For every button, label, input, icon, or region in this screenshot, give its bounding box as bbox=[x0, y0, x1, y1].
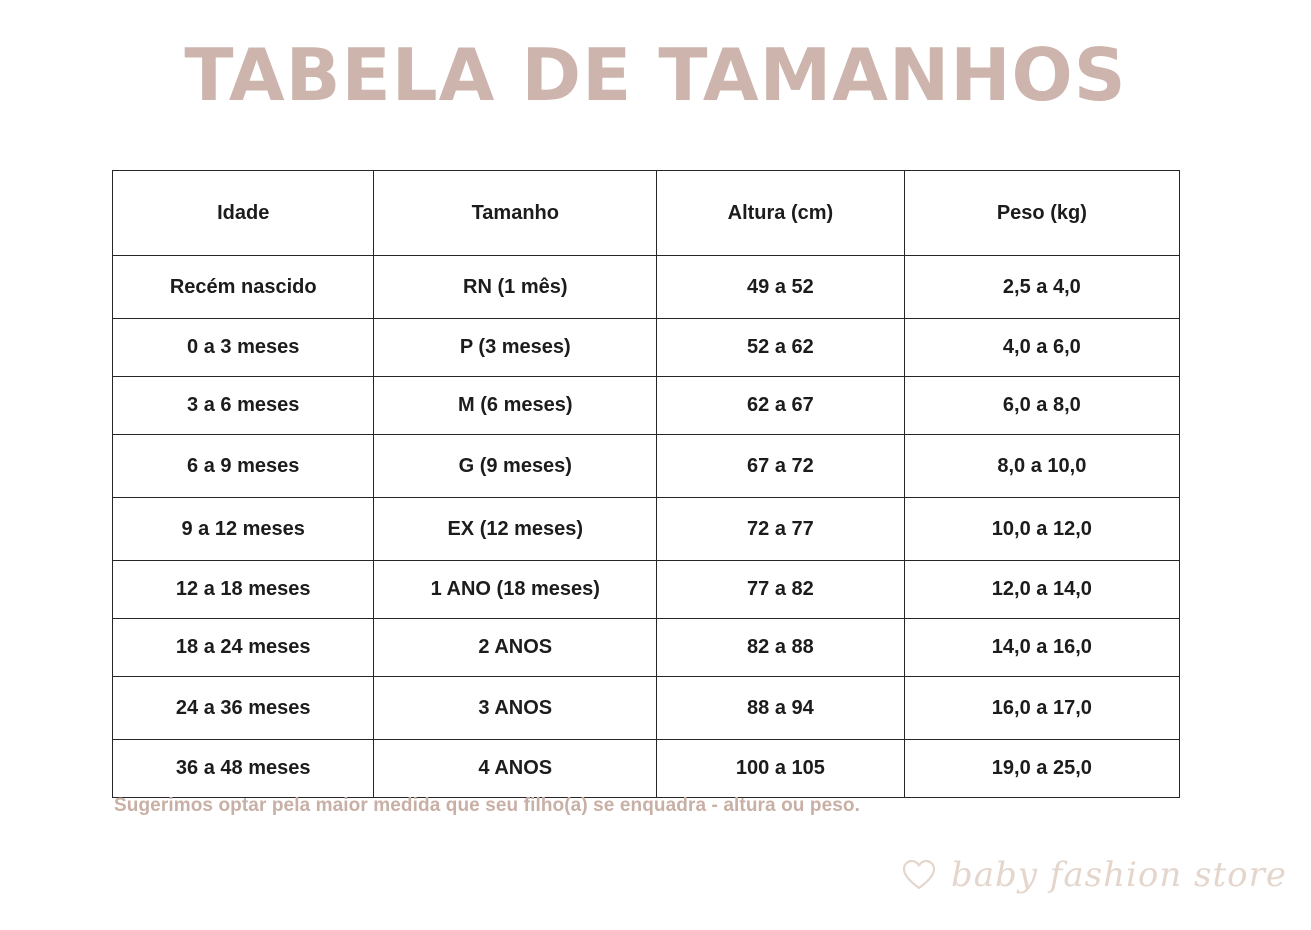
cell-idade: 9 a 12 meses bbox=[113, 498, 374, 561]
cell-altura: 82 a 88 bbox=[657, 619, 905, 677]
cell-tamanho: G (9 meses) bbox=[374, 435, 657, 498]
cell-tamanho: M (6 meses) bbox=[374, 377, 657, 435]
cell-idade: 36 a 48 meses bbox=[113, 740, 374, 798]
cell-altura: 62 a 67 bbox=[657, 377, 905, 435]
size-table-container bbox=[112, 170, 1180, 798]
table-row bbox=[113, 256, 1180, 319]
page-title: TABELA DE TAMANHOS bbox=[184, 33, 1127, 117]
cell-peso: 16,0 a 17,0 bbox=[904, 677, 1179, 740]
table-row bbox=[113, 319, 1180, 377]
cell-idade: Recém nascido bbox=[113, 256, 374, 319]
cell-altura: 49 a 52 bbox=[657, 256, 905, 319]
column-header-peso: Peso (kg) bbox=[904, 171, 1179, 256]
heart-icon bbox=[899, 855, 939, 895]
cell-idade: 6 a 9 meses bbox=[113, 435, 374, 498]
table-row bbox=[113, 377, 1180, 435]
table-row bbox=[113, 619, 1180, 677]
cell-tamanho: P (3 meses) bbox=[374, 319, 657, 377]
cell-tamanho: RN (1 mês) bbox=[374, 256, 657, 319]
cell-peso: 2,5 a 4,0 bbox=[904, 256, 1179, 319]
cell-tamanho: 3 ANOS bbox=[374, 677, 657, 740]
cell-idade: 3 a 6 meses bbox=[113, 377, 374, 435]
cell-tamanho: 1 ANO (18 meses) bbox=[374, 561, 657, 619]
table-row bbox=[113, 498, 1180, 561]
cell-altura: 88 a 94 bbox=[657, 677, 905, 740]
cell-altura: 67 a 72 bbox=[657, 435, 905, 498]
cell-altura: 100 a 105 bbox=[657, 740, 905, 798]
cell-idade: 18 a 24 meses bbox=[113, 619, 374, 677]
cell-peso: 12,0 a 14,0 bbox=[904, 561, 1179, 619]
table-row bbox=[113, 677, 1180, 740]
brand-logo bbox=[899, 855, 1287, 895]
cell-idade: 0 a 3 meses bbox=[113, 319, 374, 377]
cell-altura: 52 a 62 bbox=[657, 319, 905, 377]
table-row bbox=[113, 561, 1180, 619]
table-header-row bbox=[113, 171, 1180, 256]
cell-peso: 6,0 a 8,0 bbox=[904, 377, 1179, 435]
column-header-altura: Altura (cm) bbox=[657, 171, 905, 256]
cell-peso: 8,0 a 10,0 bbox=[904, 435, 1179, 498]
brand-name: baby fashion store bbox=[950, 855, 1287, 895]
cell-peso: 14,0 a 16,0 bbox=[904, 619, 1179, 677]
cell-tamanho: 4 ANOS bbox=[374, 740, 657, 798]
cell-idade: 24 a 36 meses bbox=[113, 677, 374, 740]
cell-peso: 10,0 a 12,0 bbox=[904, 498, 1179, 561]
cell-tamanho: EX (12 meses) bbox=[374, 498, 657, 561]
cell-peso: 19,0 a 25,0 bbox=[904, 740, 1179, 798]
cell-altura: 77 a 82 bbox=[657, 561, 905, 619]
table-row bbox=[113, 435, 1180, 498]
cell-tamanho: 2 ANOS bbox=[374, 619, 657, 677]
column-header-idade: Idade bbox=[113, 171, 374, 256]
column-header-tamanho: Tamanho bbox=[374, 171, 657, 256]
cell-altura: 72 a 77 bbox=[657, 498, 905, 561]
table-row bbox=[113, 740, 1180, 798]
size-note: Sugerimos optar pela maior medida que seu filho(a) se enquadra - altura ou peso. bbox=[114, 795, 860, 816]
cell-peso: 4,0 a 6,0 bbox=[904, 319, 1179, 377]
size-table bbox=[112, 170, 1180, 798]
cell-idade: 12 a 18 meses bbox=[113, 561, 374, 619]
